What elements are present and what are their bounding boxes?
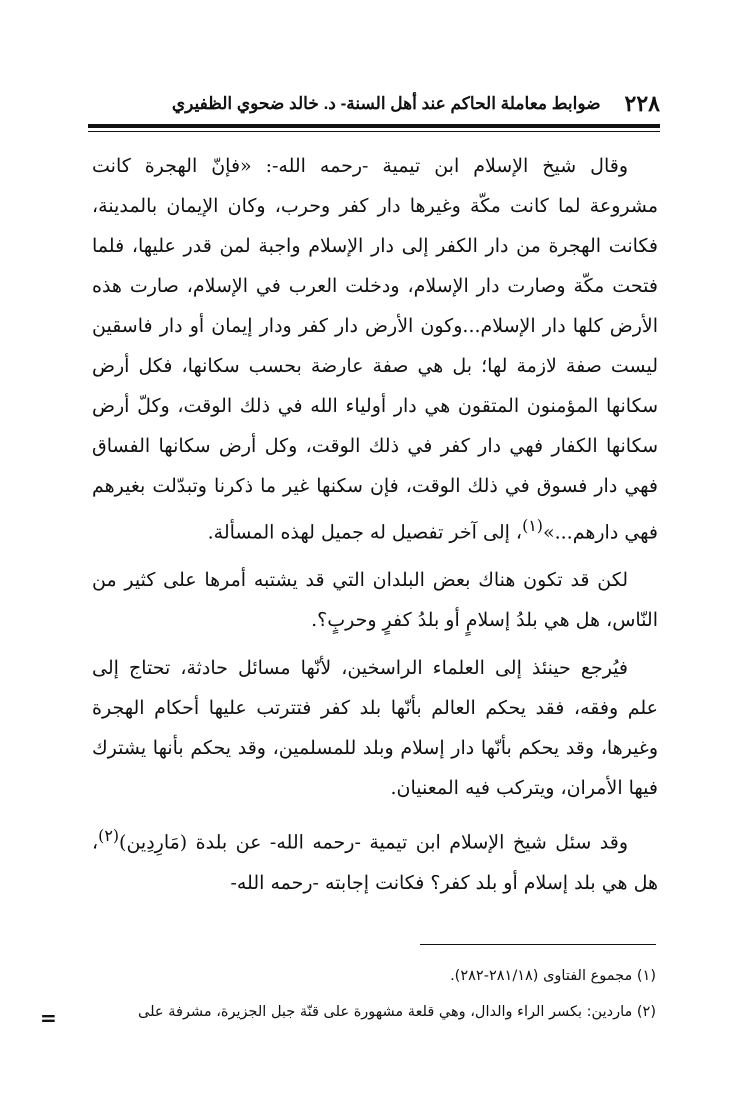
footnote-ref-1: (١) — [522, 516, 543, 535]
main-text — [92, 146, 658, 903]
footnote-1: (١) مجموع الفتاوى (٢٨١/١٨-٢٨٢). — [450, 968, 656, 984]
page-header — [88, 86, 660, 122]
footnote-separator — [420, 944, 656, 945]
header-rule-thin — [88, 131, 660, 132]
paragraph-question: لكن قد تكون هناك بعض البلدان التي قد يشتبه أمرها على كثير من النّاس، هل هي بلدُ إسلامٍ أو بلدُ كفرٍ وحربٍ؟. — [92, 569, 658, 632]
footnote-2: (٢) ماردين: بكسر الراء والدال، وهي قلعة مشهورة على قنّة جبل الجزيرة، مشرفة على — [138, 1004, 656, 1020]
paragraph-mardin-tail: ، هل هي بلد إسلام أو بلد كفر؟ فكانت إجابته -رحمه الله- — [92, 831, 658, 894]
continuation-mark: = — [40, 1006, 57, 1030]
header-rule-thick — [88, 124, 660, 128]
page-number: ٢٢٨ — [624, 91, 660, 116]
paragraph-mardin — [92, 816, 658, 902]
paragraph-scholars: فيُرجع حينئذ إلى العلماء الراسخين، لأنّها مسائل حادثة، تحتاج إلى علم وفقه، فقد يحكم العالم بأنّها بلد كفر فتترتب عليها أحكام الهجرة وغيرها، وقد يحكم بأنّها دار إسلام وبلد للمسلمين، وقد يحكم بأنها يشترك فيها الأمران، ويتركب فيه المعنيان. — [92, 657, 658, 800]
paragraph-quote-tail: ، إلى آخر تفصيل له جميل لهذه المسألة. — [207, 521, 523, 544]
running-title: ضوابط معاملة الحاكم عند أهل السنة- د. خالد ضحوي الظفيري — [171, 94, 601, 113]
paragraph-quote — [92, 146, 658, 552]
paragraph-quote-text: وقال شيخ الإسلام ابن تيمية -رحمه الله-: «فإنّ الهجرة كانت مشروعة لما كانت مكّة وغيرها دار كفر وحرب، وكان الإيمان بالمدينة، فكانت الهجرة من دار الكفر إلى دار الإسلام واجبة لمن قدر عليها، فلما فتحت مكّة وصارت دار الإسلام، ودخلت العرب في الإسلام، صارت هذه الأرض كلها دار الإسلام...وكون الأرض دار كفر ودار إيمان أو دار فاسقين ليست صفة لازمة لها؛ بل هي صفة عارضة بحسب سكانها، فكل أرض سكانها المؤمنون المتقون هي دار أولياء الله في ذلك الوقت، وكلّ أرض سكانها الكفار فهي دار كفر في ذلك الوقت، وكل أرض سكانها الفساق فهي دار فسوق في ذلك الوقت، فإن سكنها غير ما ذكرنا وتبدّلت بغيرهم فهي دارهم...» — [92, 155, 658, 544]
paragraph-mardin-text: وقد سئل شيخ الإسلام ابن تيمية -رحمه الله- عن بلدة (مَارِدِين) — [119, 831, 628, 854]
footnote-ref-2: (٢) — [98, 826, 120, 846]
footnotes — [70, 958, 656, 1030]
